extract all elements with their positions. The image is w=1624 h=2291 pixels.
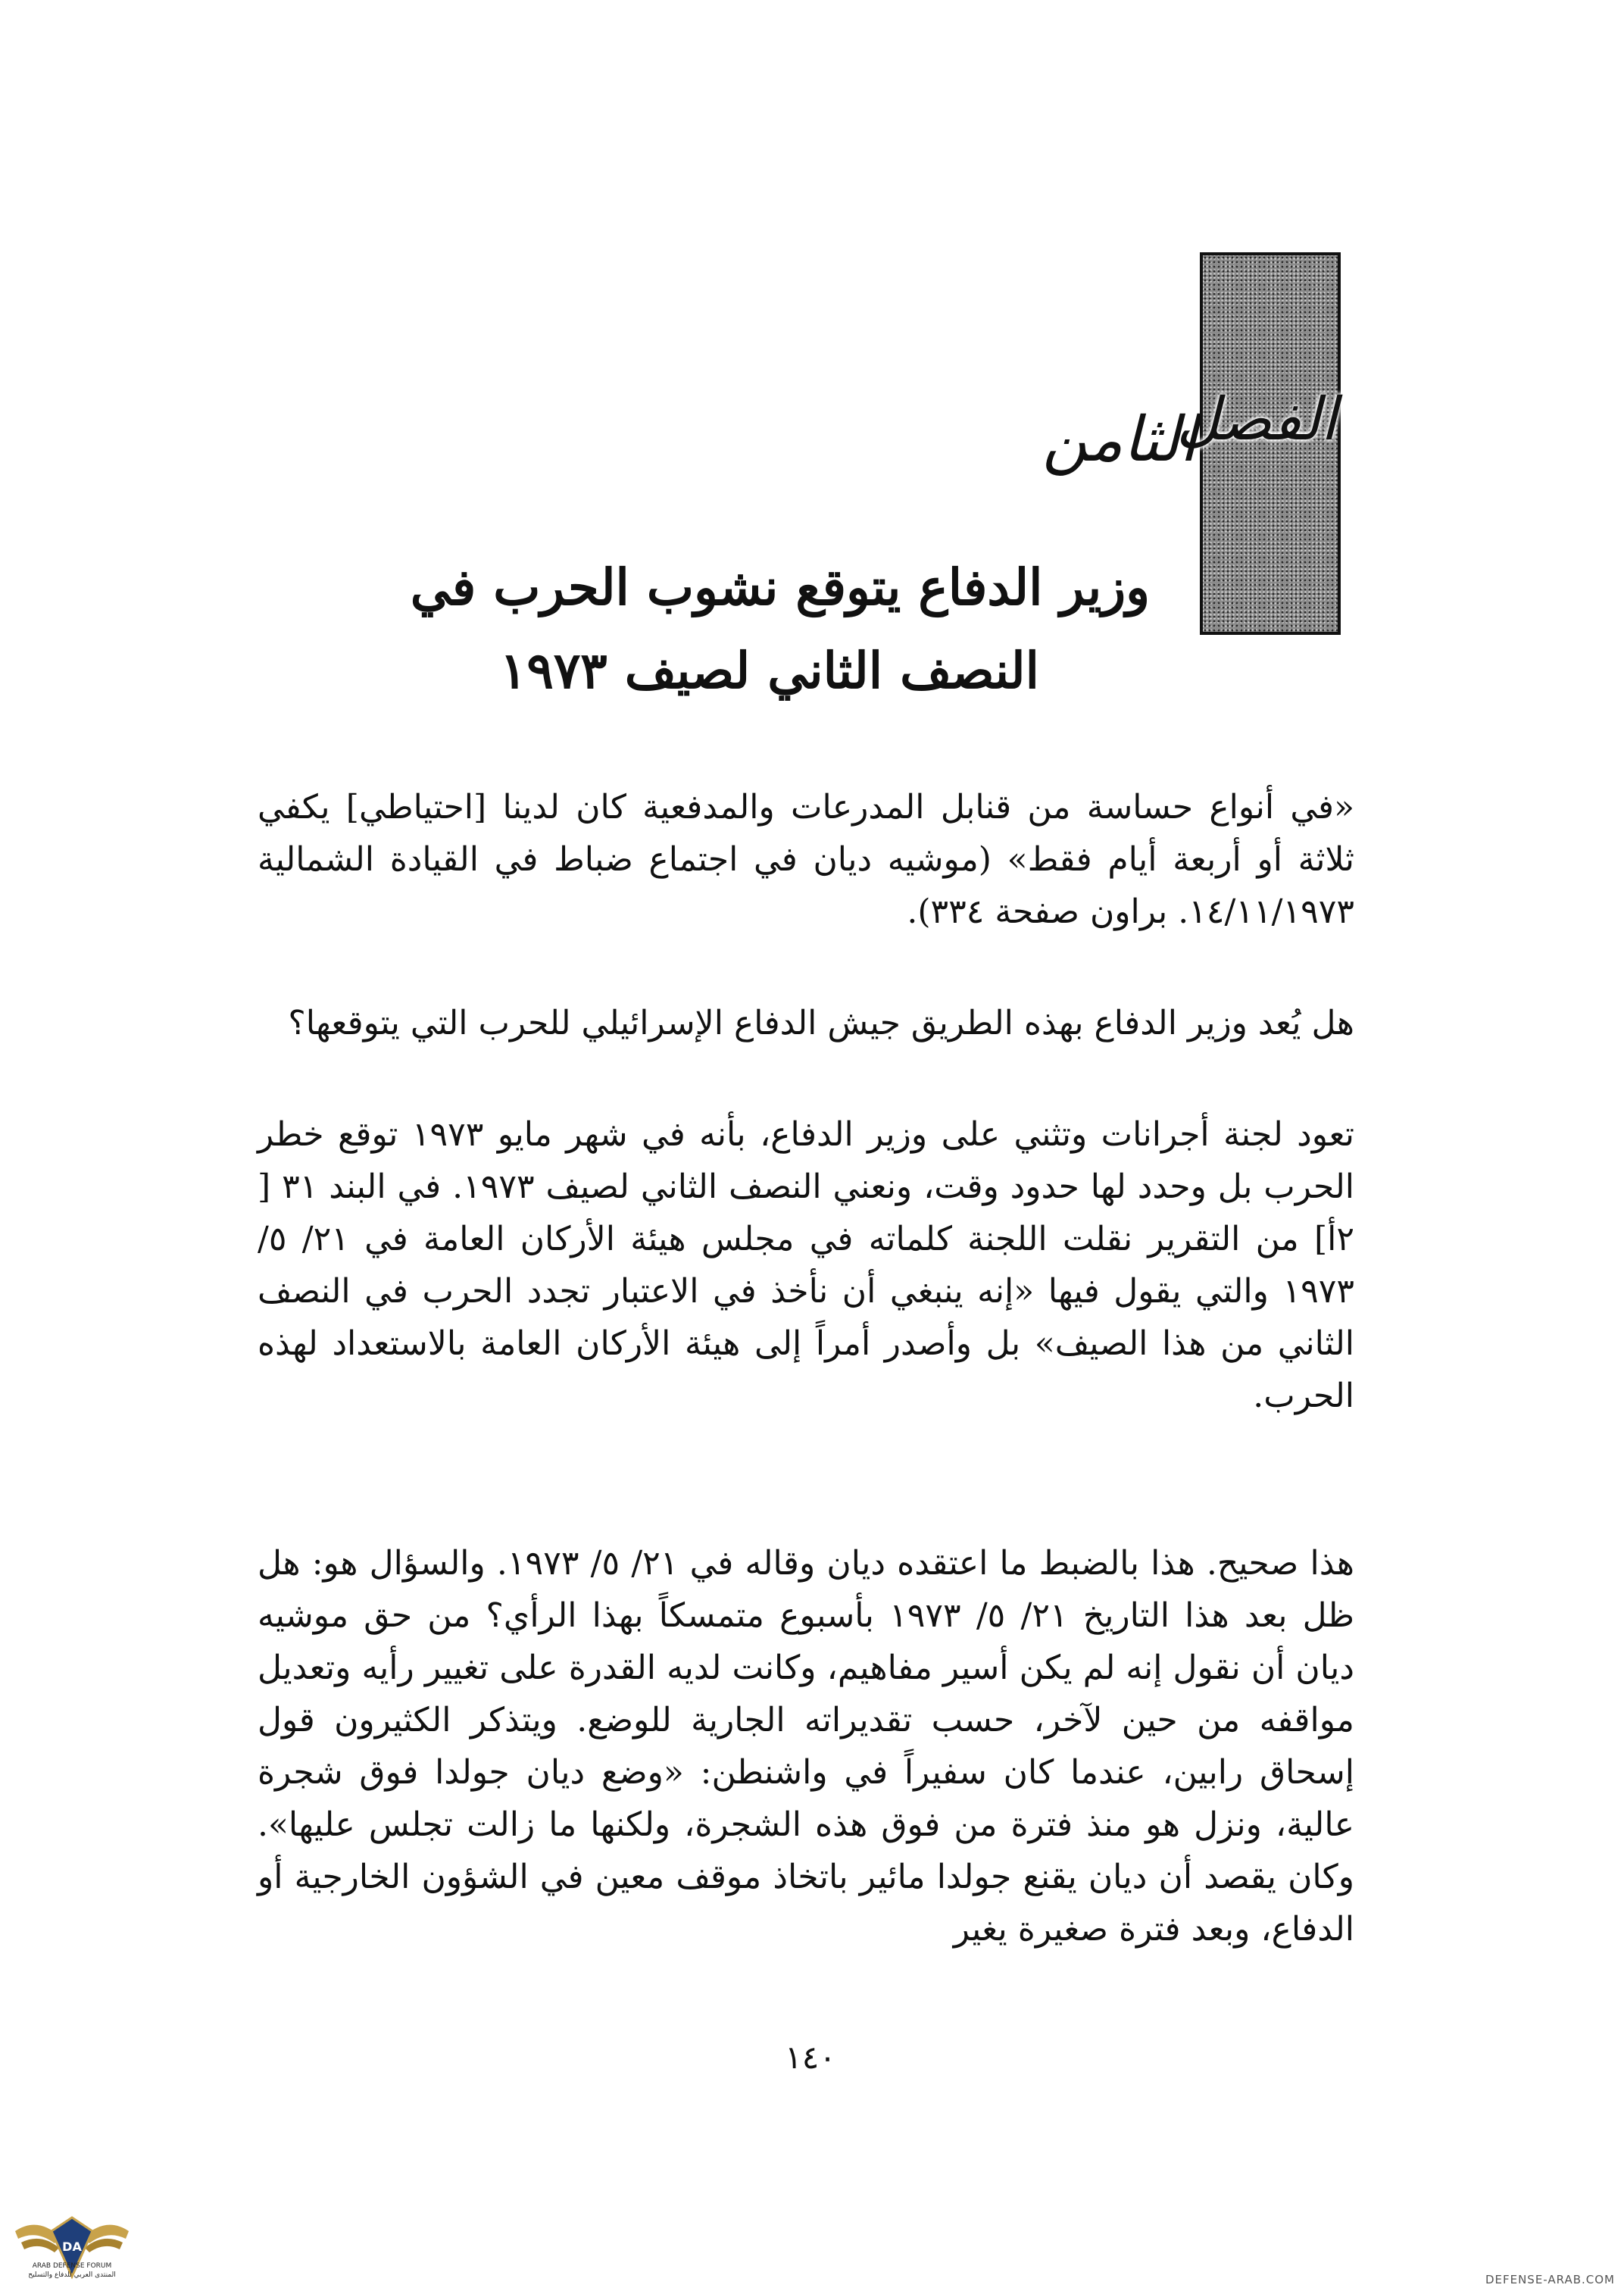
site-watermark: DEFENSE-ARAB.COM	[1485, 2273, 1615, 2286]
forum-logo-letters: DA	[62, 2239, 82, 2254]
forum-name-en: ARAB DEFENSE FORUM	[32, 2262, 112, 2270]
chapter-ordinal: الثامن	[1042, 404, 1197, 476]
chapter-title-line-1: وزير الدفاع يتوقع نشوب الحرب في	[410, 558, 1150, 617]
paragraph-dayan: هذا صحيح. هذا بالضبط ما اعتقده ديان وقاله في ٢١/ ٥/ ١٩٧٣. والسؤال هو: هل ظل بعد هذا التاريخ ٢١/ ٥/ ١٩٧٣ بأسبوع متمسكاً بهذا الرأي؟ من حق موشيه ديان أن نقول إنه لم يكن أسير مفاهيم، وكانت لديه القدرة على تغيير رأيه وتعديل مواقفه من حين لآخر، حسب تقديراته الجارية للوضع. ويتذكر الكثيرون قول إسحاق رابين، عندما كان سفيراً في واشنطن: «وضع ديان جولدا فوق شجرة عالية، ونزل هو منذ فترة من فوق هذه الشجرة، ولكنها ما زالت تجلس عليها». وكان يقصد أن ديان يقنع جولدا مائير باتخاذ موقف معين في الشؤون الخارجية أو الدفاع، وبعد فترة صغيرة يغير	[258, 1544, 1355, 1949]
paragraph-question: هل يُعد وزير الدفاع بهذه الطريق جيش الدفاع الإسرائيلي للحرب التي يتوقعها؟	[288, 1004, 1354, 1042]
forum-name-ar: المنتدى العربي للدفاع والتسليح	[28, 2271, 116, 2279]
paragraph-quote: «في أنواع حساسة من قنابل المدرعات والمدفعية كان لدينا [احتياطي] يكفي ثلاثة أو أربعة أيام فقط» (موشيه ديان في اجتماع ضباط في القيادة الشمالية ١٤/١١/١٩٧٣. براون صفحة ٣٣٤).	[258, 788, 1354, 931]
chapter-title-line-2: النصف الثاني لصيف ١٩٧٣	[499, 641, 1039, 700]
page-number: ١٤٠	[785, 2039, 836, 2076]
paragraph-agranat: تعود لجنة أجرانات وتثني على وزير الدفاع، بأنه في شهر مايو ١٩٧٣ توقع خطر الحرب بل وحدد لها حدود وقت، ونعني النصف الثاني لصيف ١٩٧٣. في البند ٣١ [ ٢أ] من التقرير نقلت اللجنة كلماته في مجلس هيئة الأركان العامة في ٢١/ ٥/ ١٩٧٣ والتي يقول فيها «إنه ينبغي أن نأخذ في الاعتبار تجدد الحرب في النصف الثاني من هذا الصيف» بل وأصدر أمراً إلى هيئة الأركان العامة بالاستعداد لهذه الحرب.	[258, 1115, 1355, 1415]
forum-caption	[0, 2261, 144, 2280]
chapter-word: الفصل	[1176, 386, 1337, 454]
